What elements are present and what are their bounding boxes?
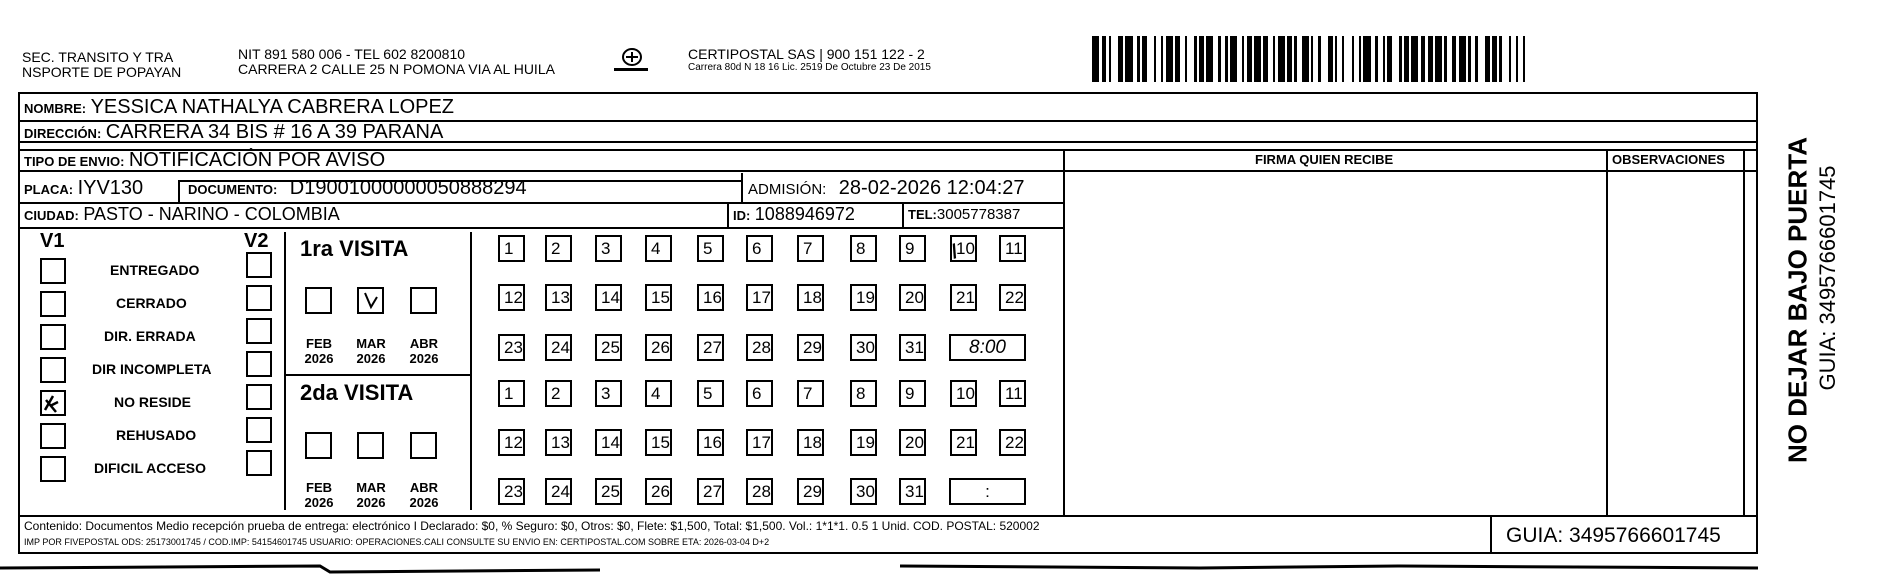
day-box[interactable]: 14 (595, 284, 622, 311)
month-checkbox[interactable] (410, 432, 437, 459)
address-line: CARRERA 2 CALLE 25 N POMONA VIA AL HUILA (238, 61, 555, 77)
status-label: CERRADO (116, 295, 187, 311)
day-box[interactable]: 11 (999, 235, 1026, 262)
v2-checkbox[interactable] (246, 384, 272, 410)
day-box[interactable]: 4 (645, 235, 672, 262)
observations-header: OBSERVACIONES (1612, 152, 1725, 167)
day-box[interactable]: 29 (797, 334, 824, 361)
day-box[interactable]: 28 (746, 334, 773, 361)
v1-checkbox[interactable] (40, 423, 66, 449)
footer-meta: IMP POR FIVEPOSTAL ODS: 25173001745 / COD.IMP: 54154601745 USUARIO: OPERACIONES.CALI CONSULTE SU ENVIO EN: CERTIPOSTAL.COM SOBRE ETA: 2026-03-04 D+2 (24, 537, 770, 547)
day-box[interactable]: 5 (697, 380, 724, 407)
admission-label: ADMISIÓN: (748, 181, 827, 198)
name-row (24, 96, 454, 119)
day-box[interactable]: 3 (595, 380, 622, 407)
first-visit-time[interactable]: 8:00 (949, 334, 1026, 361)
day-box[interactable]: 20 (899, 284, 926, 311)
city-label: CIUDAD: (24, 208, 79, 223)
month-label: MAR 2026 (356, 336, 386, 366)
shipment-type: NOTIFICACIÓN POR AVISO (128, 149, 386, 171)
status-label: DIFICIL ACCESO (94, 460, 207, 476)
second-visit-title: 2da VISITA (300, 380, 414, 405)
day-box[interactable]: 15 (645, 429, 672, 456)
day-box[interactable]: 24 (545, 478, 572, 505)
sender-line-1: SEC. TRANSITO Y TRA (22, 49, 174, 65)
name-label: NOMBRE: (24, 101, 87, 116)
v2-checkbox[interactable] (246, 252, 272, 278)
tel-label: TEL: (908, 207, 937, 222)
document-value: D19001000000050888294 (289, 177, 527, 199)
day-box[interactable]: 21 (950, 284, 977, 311)
v1-checkbox-checked[interactable] (40, 390, 66, 416)
day-box[interactable]: 18 (797, 284, 824, 311)
plate-field (24, 177, 143, 200)
day-box[interactable]: 2 (545, 380, 572, 407)
footer-guia: GUIA: 3495766601745 (1506, 524, 1721, 547)
v2-label: V2 (244, 230, 269, 252)
footer-content: Contenido: Documentos Medio recepción prueba de entrega: electrónico I Declarado: $0, % Seguro: $0, Otros: $0, Flete: $1,500, Total: $1,500. Vol.: 1*1*1. 0.5 1 Unid. COD. POSTAL: 520002 (24, 519, 1040, 533)
month-checkbox[interactable] (357, 432, 384, 459)
v1-checkbox[interactable] (40, 291, 66, 317)
type-label: TIPO DE ENVIO: (24, 154, 125, 169)
day-box[interactable]: 6 (746, 235, 773, 262)
day-box[interactable]: 13 (545, 429, 572, 456)
v1-checkbox[interactable] (40, 357, 66, 383)
torn-edge-marks (0, 560, 1881, 580)
day-box[interactable]: 3 (595, 235, 622, 262)
day-box[interactable]: 23 (498, 334, 525, 361)
v2-checkbox[interactable] (246, 450, 272, 476)
day-box[interactable]: 15 (645, 284, 672, 311)
status-label: DIR. ERRADA (104, 328, 196, 344)
courier-line: CERTIPOSTAL SAS | 900 151 122 - 2 (688, 46, 925, 62)
day-box[interactable]: 21 (950, 429, 977, 456)
day-box[interactable]: 25 (595, 334, 622, 361)
v2-checkbox[interactable] (246, 351, 272, 377)
v1-label: V1 (40, 230, 65, 252)
day-box[interactable]: 22 (999, 284, 1026, 311)
day-box[interactable]: 30 (850, 334, 877, 361)
address-row (24, 121, 443, 144)
day-box[interactable]: 9 (899, 380, 926, 407)
day-box[interactable]: 20 (899, 429, 926, 456)
v1-checkbox[interactable] (40, 324, 66, 350)
id-value: 1088946972 (754, 204, 855, 224)
day-box[interactable]: 8 (850, 235, 877, 262)
recipient-name: YESSICA NATHALYA CABRERA LOPEZ (90, 96, 455, 118)
day-box[interactable]: 16 (697, 429, 724, 456)
day-box[interactable]: 31 (899, 478, 926, 505)
day-box[interactable]: 11 (999, 380, 1026, 407)
courier-license: Carrera 80d N 18 16 Lic. 2519 De Octubre 23 De 2015 (688, 62, 931, 73)
status-label: ENTREGADO (110, 262, 200, 278)
day-box[interactable]: 10 (950, 380, 977, 407)
sender-line-2: NSPORTE DE POPAYAN (22, 64, 182, 80)
sender-name (22, 50, 181, 80)
tel-field (908, 206, 1020, 224)
day-box[interactable]: 31 (899, 334, 926, 361)
day-box[interactable]: 19 (850, 429, 877, 456)
day-box[interactable]: 6 (746, 380, 773, 407)
day-box[interactable]: 23 (498, 478, 525, 505)
day-box[interactable]: 1 (498, 380, 525, 407)
month-checkbox-checked[interactable] (357, 287, 384, 314)
document-field (188, 177, 527, 200)
month-label: ABR 2026 (409, 336, 439, 366)
side-guia: GUIA: 3495766601745 (1815, 165, 1840, 391)
day-box[interactable]: 22 (999, 429, 1026, 456)
courier-details (688, 47, 931, 74)
v2-checkbox[interactable] (246, 417, 272, 443)
day-box[interactable]: 26 (645, 334, 672, 361)
status-label: DIR INCOMPLETA (92, 361, 212, 377)
day-box[interactable]: 13 (545, 284, 572, 311)
month-label: FEB 2026 (304, 480, 334, 510)
city-field (24, 204, 340, 225)
side-warning: NO DEJAR BAJO PUERTA (1782, 136, 1813, 464)
day-box[interactable]: 25 (595, 478, 622, 505)
day-box[interactable]: 17 (746, 284, 773, 311)
v2-checkbox[interactable] (246, 285, 272, 311)
type-row (24, 149, 385, 172)
id-label: ID: (733, 208, 751, 223)
day-box[interactable]: 5 (697, 235, 724, 262)
day-box[interactable]: 18 (797, 429, 824, 456)
status-label: REHUSADO (116, 427, 197, 443)
month-label: ABR 2026 (409, 480, 439, 510)
day-box[interactable]: 7 (797, 235, 824, 262)
day-box[interactable]: 26 (645, 478, 672, 505)
day-box[interactable]: 2 (545, 235, 572, 262)
address-label: DIRECCIÓN: (24, 126, 102, 141)
day-box[interactable]: 12 (498, 429, 525, 456)
document-label: DOCUMENTO: (188, 182, 278, 197)
day-box[interactable]: 14 (595, 429, 622, 456)
day-box-marked[interactable]: 10 / (950, 235, 977, 262)
day-box[interactable]: 12 (498, 284, 525, 311)
day-box[interactable]: 24 (545, 334, 572, 361)
signature-header: FIRMA QUIEN RECIBE (1255, 152, 1394, 167)
day-box[interactable]: 28 (746, 478, 773, 505)
day-box[interactable]: 7 (797, 380, 824, 407)
day-box[interactable]: 1 (498, 235, 525, 262)
id-field (733, 204, 855, 225)
barcode (1092, 36, 1534, 82)
day-box[interactable]: 27 (697, 334, 724, 361)
day-box[interactable]: 4 (645, 380, 672, 407)
month-label: FEB 2026 (304, 336, 334, 366)
sender-details (238, 47, 555, 77)
admission-value: 28-02-2026 12:04:27 (838, 177, 1025, 199)
tel-value: 3005778387 (936, 206, 1021, 223)
city-value: PASTO - NARINO - COLOMBIA (83, 204, 340, 224)
plate-label: PLACA: (24, 182, 74, 197)
month-label: MAR 2026 (356, 480, 386, 510)
month-checkbox[interactable] (410, 287, 437, 314)
certipostal-logo-icon (612, 46, 650, 78)
day-box[interactable]: 16 (697, 284, 724, 311)
month-checkbox[interactable] (305, 287, 332, 314)
day-box[interactable]: 9 (899, 235, 926, 262)
nit-line: NIT 891 580 006 - TEL 602 8200810 (238, 46, 466, 62)
second-visit-time[interactable]: : (949, 478, 1026, 505)
plate-value: IYV130 (77, 177, 144, 199)
v2-checkbox[interactable] (246, 318, 272, 344)
v1-checkbox[interactable] (40, 456, 66, 482)
status-label: NO RESIDE (114, 394, 192, 410)
day-box[interactable]: 19 (850, 284, 877, 311)
month-checkbox[interactable] (305, 432, 332, 459)
day-box[interactable]: 17 (746, 429, 773, 456)
first-visit-title: 1ra VISITA (300, 236, 409, 261)
day-box[interactable]: 8 (850, 380, 877, 407)
v1-checkbox[interactable] (40, 258, 66, 284)
day-box[interactable]: 29 (797, 478, 824, 505)
admission-field (748, 177, 1025, 200)
day-box[interactable]: 27 (697, 478, 724, 505)
day-box[interactable]: 30 (850, 478, 877, 505)
recipient-address: CARRERA 34 BIS # 16 A 39 PARANA (105, 121, 444, 143)
